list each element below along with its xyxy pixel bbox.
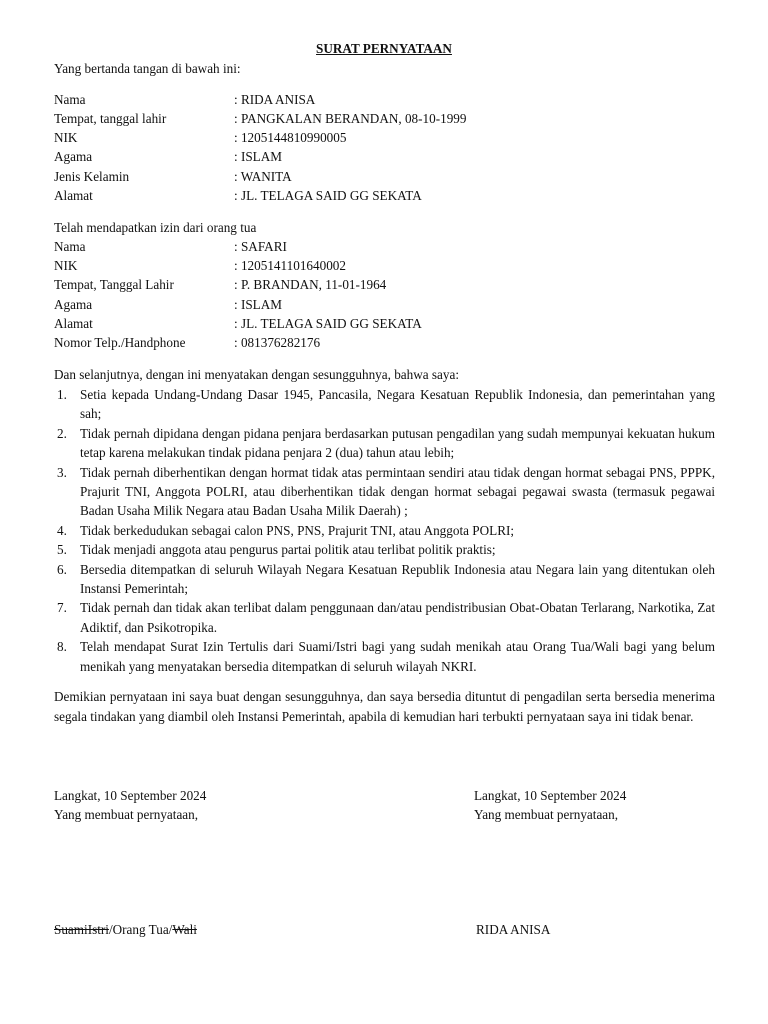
list-number: 5. [57, 542, 67, 558]
list-number: 8. [57, 639, 67, 655]
list-number: 6. [57, 561, 67, 577]
parent-row-address [54, 316, 734, 332]
field-label: Agama [54, 149, 93, 164]
parent-row-religion [54, 297, 734, 313]
field-label: Alamat [54, 316, 93, 331]
parent-row-birth [54, 277, 734, 293]
field-label: NIK [54, 258, 78, 273]
field-value: : ISLAM [234, 297, 282, 312]
statement-intro-text: Dan selanjutnya, dengan ini menyatakan dengan sesungguhnya, bahwa saya: [54, 367, 460, 382]
field-value: : RIDA ANISA [234, 92, 316, 107]
person-row-birth [54, 111, 734, 127]
statement-list [54, 385, 715, 676]
parent-row-phone [54, 335, 734, 351]
parent-row-nik [54, 258, 734, 274]
list-number: 3. [57, 464, 67, 480]
document-title: SURAT PERNYATAAN [316, 41, 452, 56]
list-text: Tidak menjadi anggota atau pengurus partai politik atau terlibat politik praktis; [80, 542, 496, 558]
field-value: : 1205144810990005 [234, 130, 347, 145]
field-value: : PANGKALAN BERANDAN, 08-10-1999 [234, 111, 467, 126]
field-label: Tempat, tanggal lahir [54, 111, 167, 126]
struck-option-guardian: Wali [172, 922, 197, 937]
list-text: Tidak pernah diberhentikan dengan hormat tidak atas permintaan sendiri atau tidak dengan hormat sebagai PNS, PPPK, Prajurit TNI, Anggota POLRI, atau diberhentikan tidak dengan hormat sebagai pegawai swasta (termasuk pegawai Badan Usaha Milik Negara atau Badan Usaha Milik Daerah) ; [80, 464, 715, 519]
person-row-address [54, 188, 734, 204]
field-value: : SAFARI [234, 239, 287, 254]
field-label: NIK [54, 130, 78, 145]
parent-intro-text: Telah mendapatkan izin dari orang tua [54, 220, 257, 235]
field-value: : ISLAM [234, 149, 282, 164]
right-signer-name: RIDA ANISA [476, 922, 551, 937]
list-item [54, 424, 715, 463]
field-value: : 1205141101640002 [234, 258, 346, 273]
person-row-name [54, 92, 734, 108]
closing-paragraph: Demikian pernyataan ini saya buat dengan sesungguhnya, dan saya bersedia dituntut di pengadilan serta bersedia menerima segala tindakan yang diambil oleh Instansi Pemerintah, apabila di kemudian hari terbukti pernyataan saya ini tidak benar. [54, 689, 715, 724]
list-number: 7. [57, 600, 67, 616]
list-item [54, 560, 715, 599]
field-value: : JL. TELAGA SAID GG SEKATA [234, 188, 422, 203]
right-place-date: Langkat, 10 September 2024 [474, 788, 627, 803]
list-item [54, 463, 715, 521]
list-item [54, 385, 715, 424]
struck-option-spouse: SuamiIstri [54, 922, 109, 937]
field-label: Nomor Telp./Handphone [54, 335, 186, 350]
list-text: Tidak berkedudukan sebagai calon PNS, PNS, Prajurit TNI, atau Anggota POLRI; [80, 522, 515, 538]
list-number: 4. [57, 522, 67, 538]
list-text: Telah mendapat Surat Izin Tertulis dari Suami/Istri bagi yang sudah menikah atau Orang Tua/Wali bagi yang belum menikah yang menyatakan bersedia ditempatkan di seluruh wilayah NKRI. [80, 639, 715, 674]
signer-option-parent: /Orang Tua/ [108, 922, 173, 937]
parent-row-name [54, 239, 734, 255]
field-value: : P. BRANDAN, 11-01-1964 [234, 277, 387, 292]
field-label: Agama [54, 297, 93, 312]
list-item [54, 598, 715, 637]
list-text: Tidak pernah dipidana dengan pidana penjara berdasarkan putusan pengadilan yang sudah mempunyai kekuatan hukum tetap karena melakukan tindak pidana penjara 2 (dua) tahun atau lebih; [80, 425, 715, 461]
list-item [54, 521, 715, 540]
right-signer-role: Yang membuat pernyataan, [474, 807, 619, 822]
list-number: 2. [57, 425, 67, 441]
list-text: Bersedia ditempatkan di seluruh Wilayah Negara Kesatuan Republik Indonesia atau Negara lain yang ditentukan oleh Instansi Pemerintah; [80, 561, 715, 597]
left-signer-name [54, 922, 197, 938]
field-label: Alamat [54, 188, 93, 203]
list-text: Tidak pernah dan tidak akan terlibat dalam penggunaan dan/atau pendistribusian Obat-Obatan Terlarang, Narkotika, Zat Adiktif, dan Psikotropika. [80, 600, 715, 635]
person-row-nik [54, 130, 734, 146]
field-value: : 081376282176 [234, 335, 321, 350]
left-signer-role: Yang membuat pernyataan, [54, 807, 199, 822]
list-number: 1. [57, 387, 67, 402]
list-text: Setia kepada Undang-Undang Dasar 1945, Pancasila, Negara Kesatuan Republik Indonesia, dan pemerintahan yang sah; [80, 387, 715, 422]
field-label: Tempat, Tanggal Lahir [54, 277, 174, 292]
field-value: : JL. TELAGA SAID GG SEKATA [234, 316, 422, 331]
person-row-gender [54, 169, 734, 185]
field-label: Nama [54, 92, 86, 107]
person-row-religion [54, 149, 734, 165]
list-item [54, 637, 715, 676]
intro-text: Yang bertanda tangan di bawah ini: [54, 61, 241, 76]
field-label: Nama [54, 239, 86, 254]
list-item [54, 540, 715, 559]
field-label: Jenis Kelamin [54, 169, 130, 184]
left-place-date: Langkat, 10 September 2024 [54, 788, 207, 803]
field-value: : WANITA [234, 169, 292, 184]
